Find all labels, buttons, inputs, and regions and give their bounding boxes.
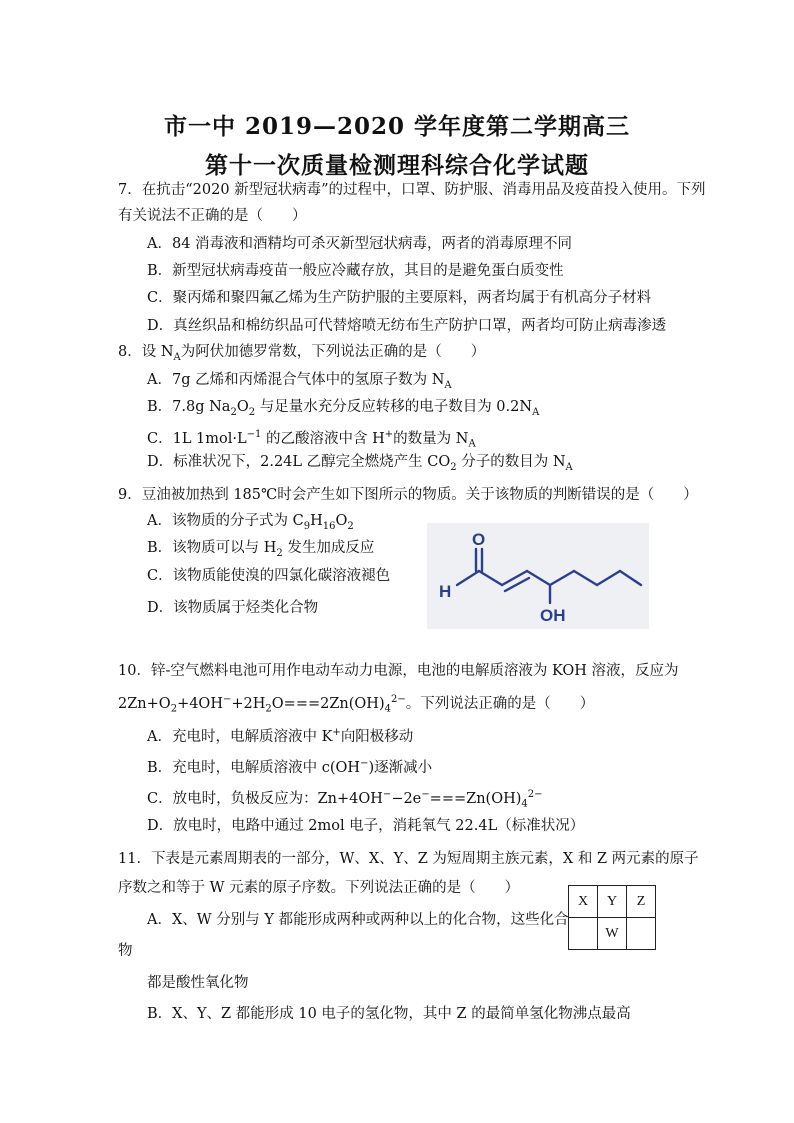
q9-stem: 9．豆油被加热到 185℃时会产生如下图所示的物质。关于该物质的判断错误的是（ ） bbox=[118, 487, 698, 503]
q7-option-d: D．真丝织品和棉纺织品可代替熔喷无纺布生产防护口罩，两者均可防止病毒渗透 bbox=[147, 318, 667, 334]
periodic-table-row bbox=[569, 918, 656, 950]
q9-option-c: C．该物质能使溴的四氯化碳溶液褪色 bbox=[147, 568, 391, 584]
element-cell-y: Y bbox=[598, 886, 627, 918]
q7-option-c: C．聚丙烯和聚四氟乙烯为生产防护服的主要原料，两者均属于有机高分子材料 bbox=[147, 290, 652, 306]
q10-stem-line1: 10．锌-空气燃料电池可用作电动车动力电源，电池的电解质溶液为 KOH 溶液，反应为 bbox=[118, 663, 679, 679]
page-title: 市一中 2019—2020 学年度第二学期高三 bbox=[163, 113, 631, 140]
q11-option-a-line1: A．X、W 分别与 Y 都能形成两种或两种以上的化合物，这些化合 bbox=[147, 912, 569, 928]
element-cell-empty bbox=[627, 918, 656, 950]
q11-option-a-line2: 物 bbox=[118, 943, 133, 959]
atom-oxygen-label: O bbox=[472, 530, 486, 549]
hydroxyl-label: OH bbox=[540, 606, 566, 625]
chain-bond-7 bbox=[620, 571, 641, 585]
q9-option-b: B．该物质可以与 $H_2$ 发生加成反应 bbox=[147, 540, 375, 559]
element-cell-z: Z bbox=[627, 886, 656, 918]
q8-stem: 8．设 $N_A$为阿伏加德罗常数，下列说法正确的是（ ） bbox=[118, 344, 486, 363]
q7-option-a: A．84 消毒液和酒精均可杀灭新型冠状病毒，两者的消毒原理不同 bbox=[147, 236, 573, 252]
element-cell-w: W bbox=[598, 918, 627, 950]
q10-option-b: B．充电时，电解质溶液中 c(OH−)逐渐减小 bbox=[147, 758, 433, 776]
chain-bond-6 bbox=[597, 571, 620, 585]
q10-option-c: C．放电时，负极反应为：$Zn+4OH^--2e^-===Zn(OH)_4^{2-}$ bbox=[147, 789, 543, 810]
element-cell-empty bbox=[569, 918, 598, 950]
chain-bond-2 bbox=[502, 571, 527, 585]
atom-hydrogen-label: H bbox=[439, 582, 452, 601]
q7-stem-line2: 有关说法不正确的是（ ） bbox=[118, 208, 307, 224]
q9-option-a: A．该物质的分子式为 $C_9H_{16}O_2$ bbox=[147, 513, 354, 532]
page-subtitle: 第十一次质量检测理科综合化学试题 bbox=[205, 152, 589, 179]
chain-bond-1 bbox=[479, 571, 502, 585]
q7-option-b: B．新型冠状病毒疫苗一般应冷藏存放，其目的是避免蛋白质变性 bbox=[147, 263, 564, 279]
molecule-structure-figure bbox=[427, 523, 649, 629]
q8-option-a: A．7g 乙烯和丙烯混合气体中的氢原子数为 $N_A$ bbox=[147, 372, 452, 391]
q11-stem-line1: 11．下表是元素周期表的一部分，W、X、Y、Z 为短周期主族元素，X 和 Z 两元素的原子 bbox=[118, 851, 699, 867]
periodic-table-row bbox=[569, 886, 656, 918]
periodic-table-fragment bbox=[568, 885, 656, 950]
q7-stem-line1: 7．在抗击“2020 新型冠状病毒”的过程中，口罩、防护服、消毒用品及疫苗投入使用。下列 bbox=[118, 182, 706, 198]
element-cell-x: X bbox=[569, 886, 598, 918]
q11-option-a-line3: 都是酸性氧化物 bbox=[147, 975, 249, 991]
q8-option-d: D．标准状况下，2.24L 乙醇完全燃烧产生 $CO_2$ 分子的数目为 $N_A$ bbox=[147, 454, 573, 473]
chain-bond-5 bbox=[574, 571, 597, 585]
q10-option-d: D．放电时，电路中通过 2mol 电子，消耗氧气 22.4L（标准状况） bbox=[147, 818, 585, 834]
molecule-structure-svg bbox=[427, 523, 649, 629]
q8-option-c: C．1L $1mol\cdot L^{-1}$ 的乙酸溶液中含 H+的数量为 $N_A$ bbox=[147, 429, 476, 450]
chain-bond-3 bbox=[527, 571, 550, 585]
q10-equation: $2Zn+O_2+4OH^-+2H_2O===2Zn(OH)_4^{2-}$。下列说法正确的是（ ） bbox=[118, 694, 595, 715]
chain-bond-4 bbox=[550, 571, 574, 585]
q11-option-b: B．X、Y、Z 都能形成 10 电子的氢化物，其中 Z 的最简单氢化物沸点最高 bbox=[147, 1006, 631, 1022]
q9-option-d: D．该物质属于烃类化合物 bbox=[147, 600, 319, 616]
q10-option-a: A．充电时，电解质溶液中 K+向阳极移动 bbox=[147, 727, 414, 745]
aldehyde-h-bond bbox=[457, 571, 479, 585]
q8-option-b: B．7.8g $Na_2O_2$ 与足量水充分反应转移的电子数目为 $0.2N_A$ bbox=[147, 399, 540, 418]
q11-stem-line2: 序数之和等于 W 元素的原子序数。下列说法正确的是（ ） bbox=[118, 880, 520, 896]
